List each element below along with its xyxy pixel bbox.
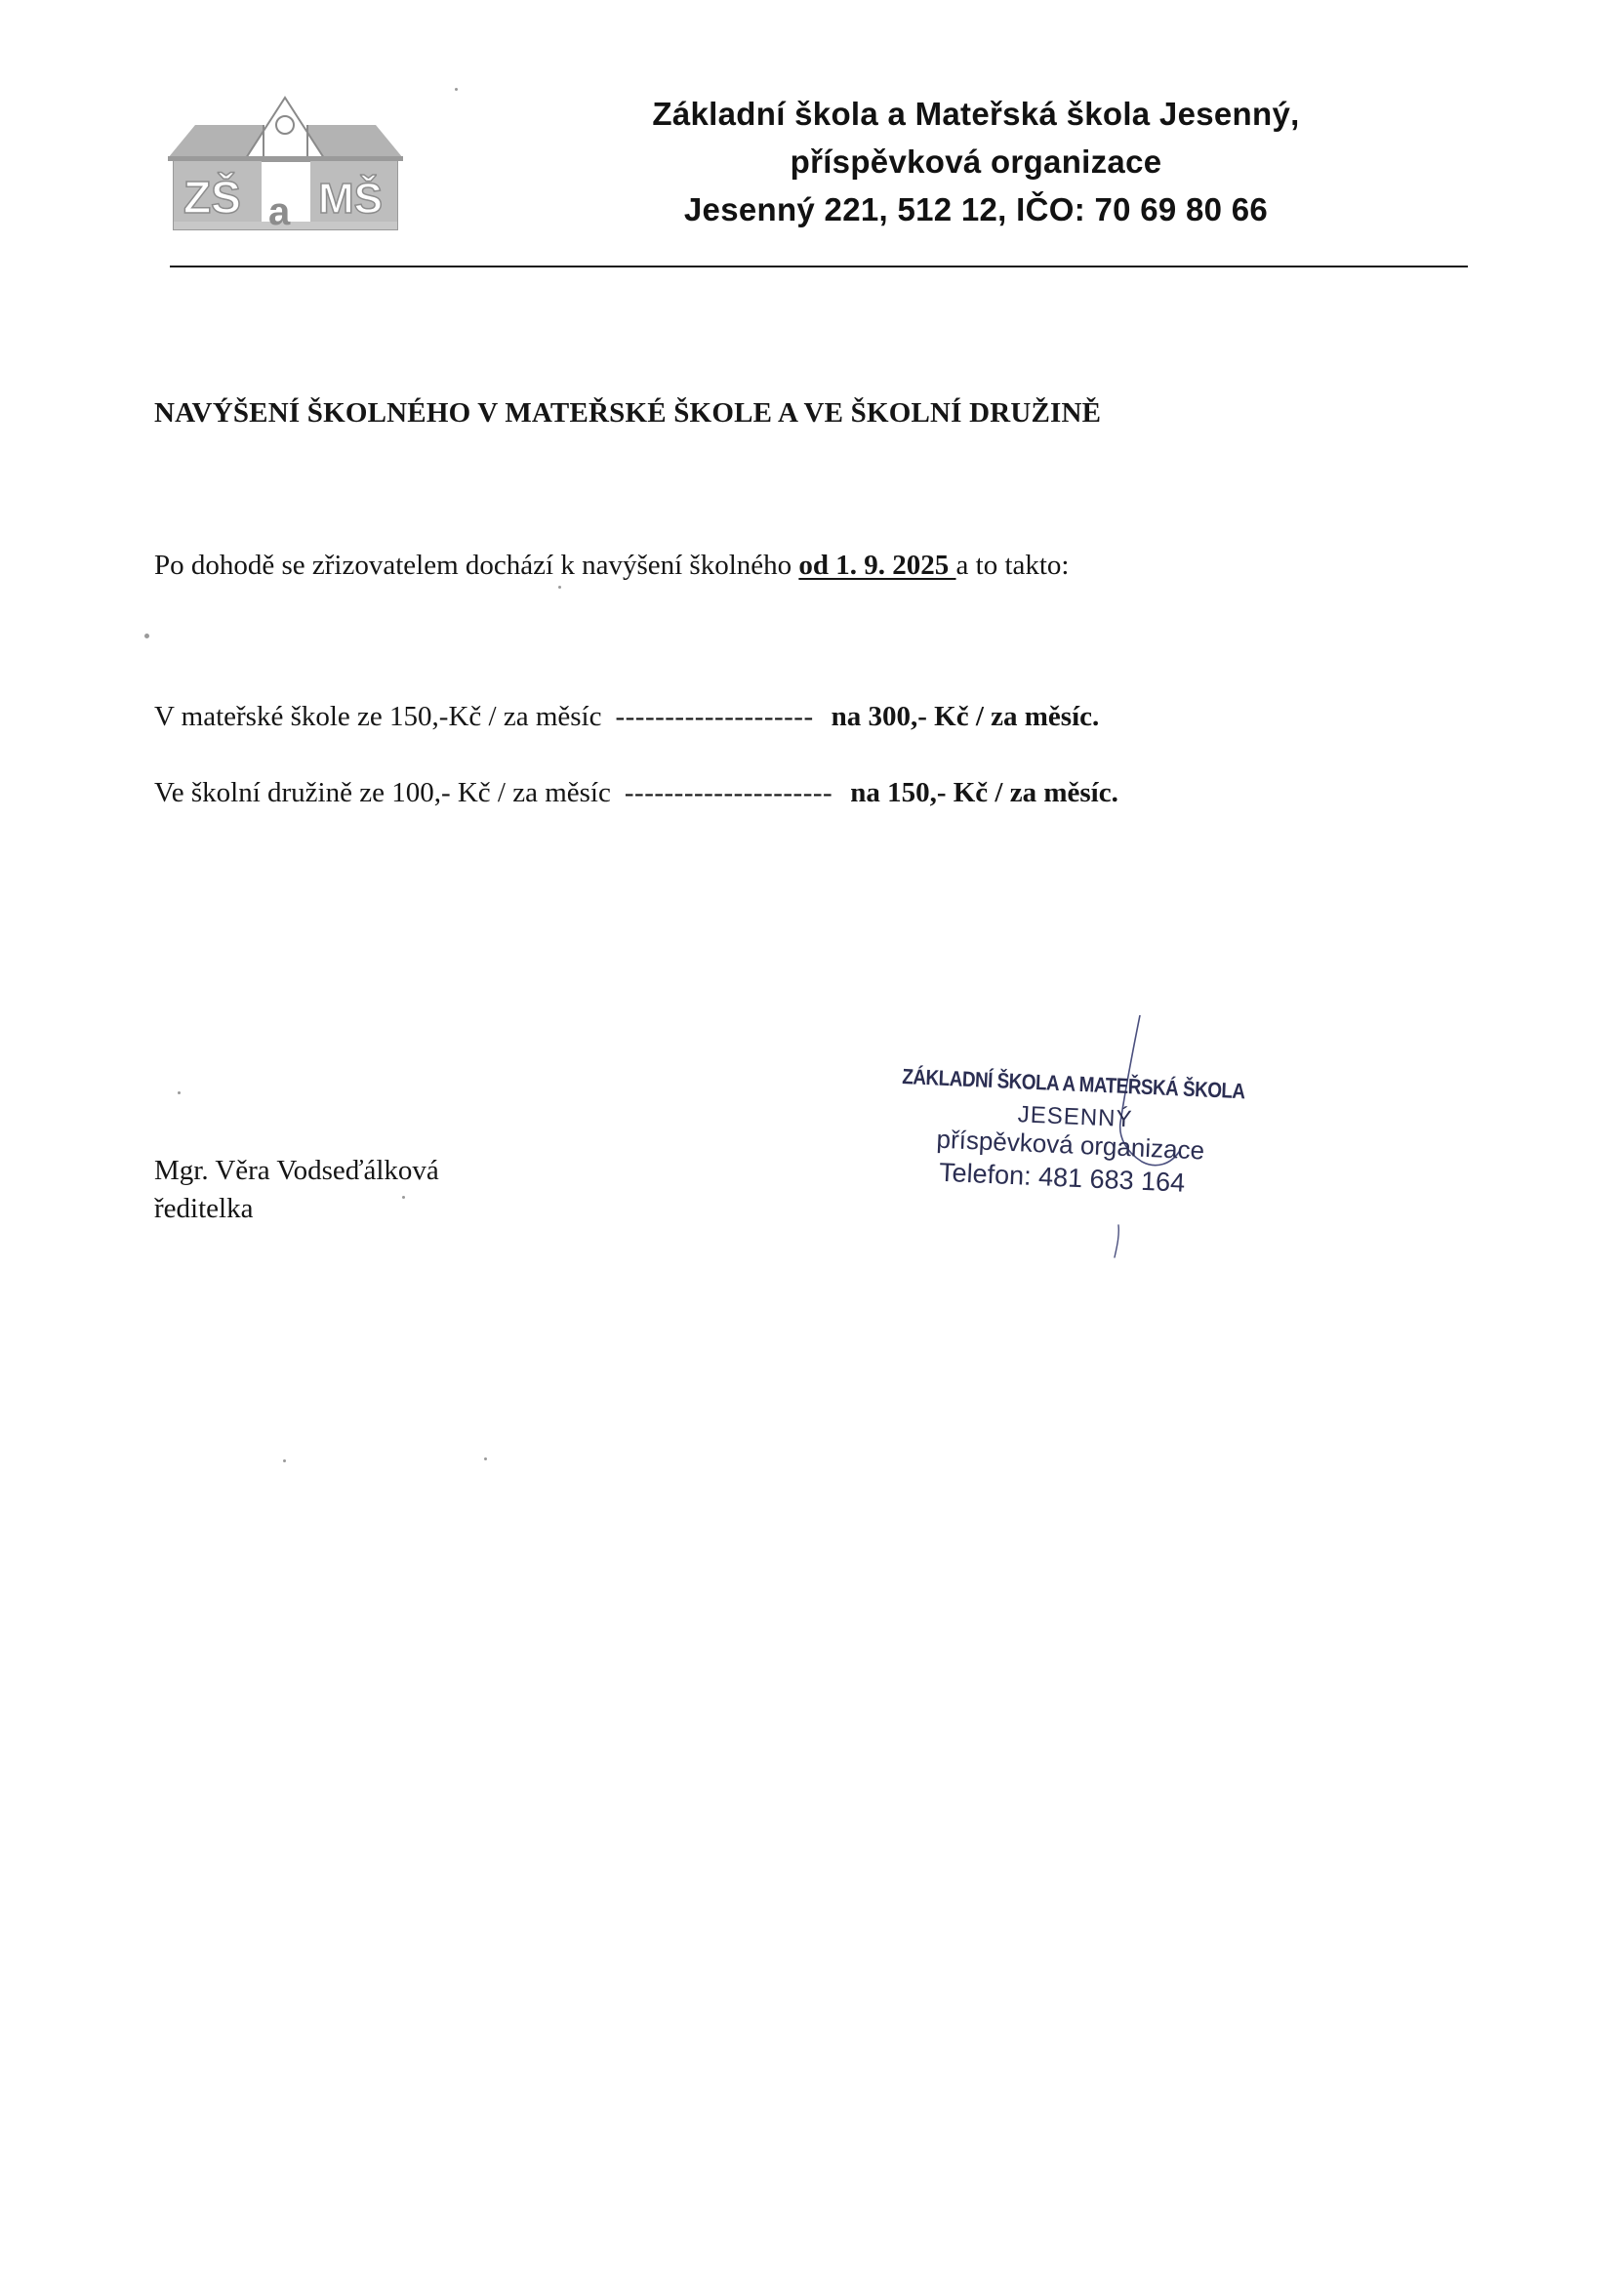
- scan-speck: [283, 1459, 286, 1462]
- old-fee: Ve školní družině ze 100,- Kč / za měsíc: [154, 777, 611, 808]
- address-line: Jesenný 221, 512 12, IČO: 70 69 80 66: [683, 191, 1269, 227]
- organization-type: příspěvková organizace: [790, 144, 1162, 180]
- stamp-line-4: Telefon: 481 683 164: [938, 1157, 1186, 1198]
- signer-role: ředitelka: [154, 1193, 254, 1224]
- scan-speck: [558, 586, 561, 589]
- school-name: Základní škola a Mateřská škola Jesenný,: [652, 96, 1300, 132]
- svg-text:a: a: [268, 190, 291, 233]
- fee-row-after-school-club: [154, 777, 1118, 809]
- svg-text:MŠ: MŠ: [318, 175, 383, 223]
- new-fee: na 300,- Kč / za měsíc.: [831, 701, 1100, 732]
- scan-speck: [144, 634, 149, 638]
- letterhead: [547, 90, 1405, 233]
- intro-text-end: a to takto:: [955, 550, 1070, 581]
- intro-text: Po dohodě se zřizovatelem dochází k navýšení školného: [154, 550, 799, 581]
- scan-speck: [178, 1091, 181, 1094]
- svg-text:ZŠ: ZŠ: [183, 172, 241, 223]
- school-logo: [166, 90, 405, 236]
- signature-block: [154, 1152, 439, 1228]
- stamp-line-3: příspěvková organizace: [936, 1124, 1205, 1166]
- fee-dashes: --------------------: [615, 701, 814, 732]
- document-title: NAVÝŠENÍ ŠKOLNÉHO V MATEŘSKÉ ŠKOLE A VE ŠKOLNÍ DRUŽINĚ: [154, 397, 1102, 429]
- header-divider: [170, 266, 1468, 267]
- old-fee: V mateřské škole ze 150,-Kč / za měsíc: [154, 701, 602, 732]
- intro-paragraph: [154, 550, 1070, 582]
- scan-speck: [455, 88, 458, 91]
- stamp-line-1: ZÁKLADNÍ ŠKOLA A MATEŘSKÁ ŠKOLA: [901, 1064, 1246, 1104]
- signer-name: Mgr. Věra Vodseďálková: [154, 1155, 439, 1186]
- stamp-line-2: JESENNÝ: [1017, 1101, 1134, 1133]
- new-fee: na 150,- Kč / za měsíc.: [850, 777, 1118, 808]
- scan-speck: [402, 1196, 405, 1199]
- scan-speck: [484, 1457, 487, 1460]
- effective-date: od 1. 9. 2025: [798, 550, 956, 581]
- fee-dashes: ---------------------: [624, 777, 833, 808]
- fee-row-kindergarten: [154, 701, 1099, 733]
- school-stamp: [893, 1064, 1282, 1295]
